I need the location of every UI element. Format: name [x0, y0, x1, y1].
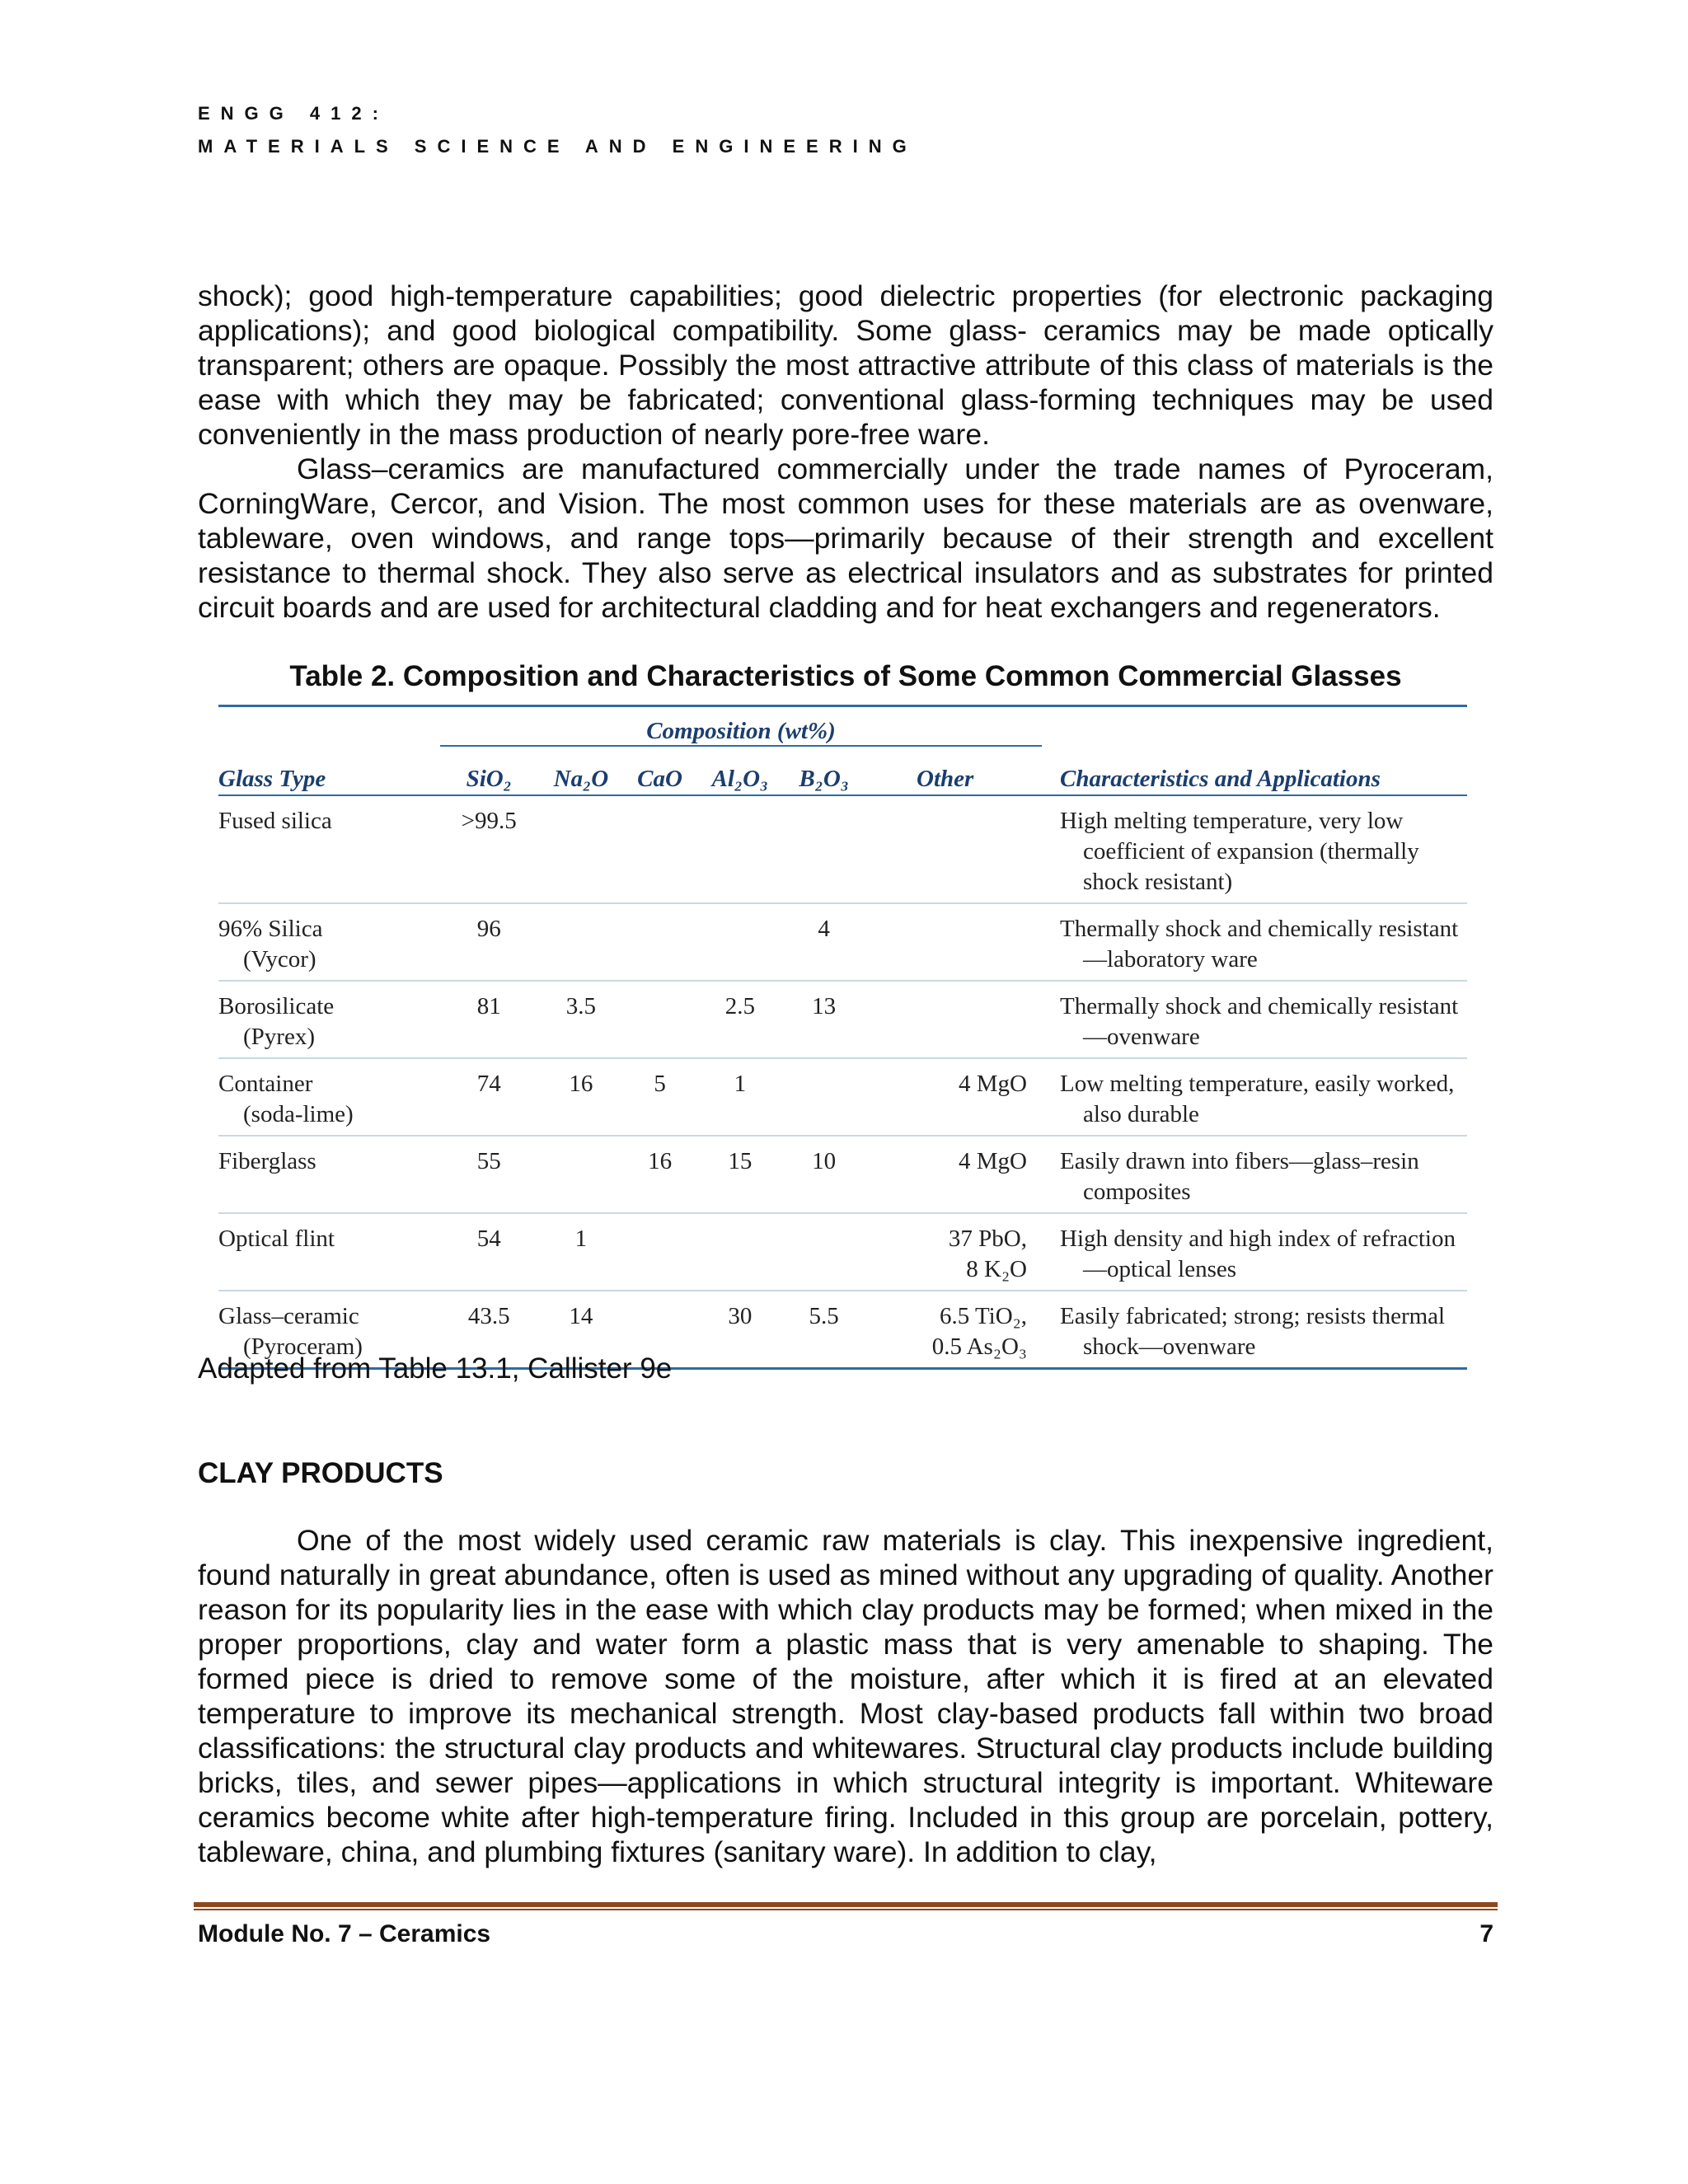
al2o3-cell: [696, 903, 785, 981]
col-header-na2o: Na₂O: [537, 746, 624, 795]
table-source-note: Adapted from Table 13.1, Callister 9e: [198, 1352, 673, 1385]
sio2-cell: 55: [440, 1136, 537, 1213]
glass-type-cell: [218, 1136, 440, 1213]
glass-type-alias: (soda-lime): [243, 1101, 354, 1127]
cao-cell: 16: [624, 1136, 695, 1213]
other-component: 6.5 TiO₂,: [939, 1303, 1027, 1329]
table-row: [218, 981, 1467, 1058]
na2o-cell: 1: [537, 1213, 624, 1291]
al2o3-cell: 2.5: [696, 981, 785, 1058]
table-row: [218, 903, 1467, 981]
na2o-cell: [537, 903, 624, 981]
al2o3-cell: [696, 1213, 785, 1291]
glass-type-alias: (Vycor): [243, 946, 316, 972]
col-header-cao: CaO: [624, 746, 695, 795]
cao-cell: [624, 1213, 695, 1291]
glass-type-name: Glass–ceramic: [218, 1303, 359, 1329]
intro-text: [198, 279, 1493, 625]
na2o-cell: [537, 1136, 624, 1213]
course-code: ENGG 412:: [198, 103, 389, 124]
other-component: 4 MgO: [959, 1071, 1027, 1097]
characteristics-cell: [1042, 1291, 1467, 1367]
characteristics-cell: [1042, 903, 1467, 981]
footer-page-number: 7: [1479, 1920, 1493, 1947]
section-heading-clay-products: CLAY PRODUCTS: [198, 1457, 443, 1489]
glass-type-cell: [218, 981, 440, 1058]
na2o-cell: 14: [537, 1291, 624, 1367]
other-cell: [863, 903, 1042, 981]
table-row: [218, 1136, 1467, 1213]
footer-module-title: Module No. 7 – Ceramics: [198, 1920, 491, 1947]
other-component: 37 PbO,: [948, 1226, 1027, 1252]
al2o3-cell: 1: [696, 1058, 785, 1136]
sio2-cell: >99.5: [461, 808, 517, 834]
other-cell: [863, 1291, 1042, 1367]
cao-cell: [624, 981, 695, 1058]
table-row: [218, 1213, 1467, 1291]
footer-divider: [194, 1902, 1498, 1910]
characteristics-cell: [1042, 795, 1467, 903]
other-cell: [863, 1136, 1042, 1213]
other-cell: [863, 1058, 1042, 1136]
glass-type-alias: (Pyroceram): [243, 1333, 363, 1360]
glass-type-name: Optical flint: [218, 1226, 335, 1252]
characteristics-text: Low melting temperature, easily worked, also durable: [1060, 1071, 1455, 1127]
sio2-cell: 81: [440, 981, 537, 1058]
sio2-cell: 43.5: [440, 1291, 537, 1367]
other-cell: [863, 795, 1042, 903]
characteristics-text: High density and high index of refraction—optical lenses: [1060, 1226, 1456, 1282]
characteristics-text: Easily drawn into fibers—glass–resin composites: [1060, 1148, 1419, 1205]
col-header-al2o3: Al₂O₃: [696, 746, 785, 795]
glass-type-alias: (Pyrex): [243, 1024, 315, 1050]
cao-cell: [624, 795, 695, 903]
glass-type-cell: [218, 795, 440, 903]
glass-type-cell: [218, 1213, 440, 1291]
sio2-cell: 96: [440, 903, 537, 981]
na2o-cell: [537, 795, 624, 903]
table-row: [218, 1058, 1467, 1136]
b2o3-cell: 5.5: [785, 1291, 863, 1367]
other-component: 4 MgO: [959, 1148, 1027, 1174]
characteristics-text: Easily fabricated; strong; resists thermal shock—ovenware: [1060, 1303, 1446, 1360]
glass-type-name: Fused silica: [218, 808, 332, 834]
clay-paragraph: One of the most widely used ceramic raw materials is clay. This inexpensive ingredient, found naturally in great abundance, often is used as mined without any upgrading of quality. Another reason for its popularity lies in the ease with which clay products may be formed; when mixed in the proper proportions, clay and water form a plastic mass that is very amenable to shaping. The formed piece is dried to remove some of the moisture, after which it is fired at an elevated temperature to improve its mechanical strength. Most clay-based products fall within two broad classifications: the structural clay products and whitewares. Structural clay products include building bricks, tiles, and sewer pipes—applications in which structural integrity is important. Whiteware ceramics become white after high-temperature firing. Included in this group are porcelain, pottery, tableware, china, and plumbing fixtures (sanitary ware). In addition to clay,: [198, 1524, 1493, 1868]
characteristics-cell: [1042, 981, 1467, 1058]
glass-composition-table: [218, 705, 1467, 1370]
col-header-sio2: SiO₂: [440, 746, 537, 795]
b2o3-cell: [785, 795, 863, 903]
glass-type-cell: [218, 903, 440, 981]
cao-cell: [624, 903, 695, 981]
characteristics-text: High melting temperature, very low coefficient of expansion (thermally shock resistant): [1060, 808, 1419, 895]
glass-type-cell: [218, 1058, 440, 1136]
course-header: [198, 97, 917, 163]
glass-type-name: Container: [218, 1071, 313, 1097]
sio2-cell: 74: [440, 1058, 537, 1136]
intro-paragraph-1: shock); good high-temperature capabilities; good dielectric properties (for electronic packaging applications); and good biological compatibility. Some glass- ceramics may be made optically transparent; others are opaque. Possibly the most attractive attribute of this class of materials is the ease with which they may be fabricated; conventional glass-forming techniques may be used conveniently in the mass production of nearly pore-free ware.: [198, 279, 1493, 451]
al2o3-cell: 30: [696, 1291, 785, 1367]
composition-group-header: Composition (wt%): [440, 707, 1042, 746]
col-header-glass-type: Glass Type: [218, 746, 440, 795]
other-component: 8 K₂O: [966, 1256, 1027, 1282]
col-header-other: Other: [863, 746, 1042, 795]
na2o-cell: 3.5: [537, 981, 624, 1058]
b2o3-cell: [785, 1213, 863, 1291]
characteristics-text: Thermally shock and chemically resistant—laboratory ware: [1060, 916, 1459, 972]
glass-type-name: Fiberglass: [218, 1148, 316, 1174]
glass-type-name: Borosilicate: [218, 993, 335, 1019]
col-header-b2o3: B₂O₃: [785, 746, 863, 795]
b2o3-cell: 10: [785, 1136, 863, 1213]
other-cell: [863, 981, 1042, 1058]
b2o3-cell: 4: [785, 903, 863, 981]
al2o3-cell: 15: [696, 1136, 785, 1213]
al2o3-cell: [696, 795, 785, 903]
characteristics-text: Thermally shock and chemically resistant—ovenware: [1060, 993, 1459, 1050]
cao-cell: 5: [624, 1058, 695, 1136]
sio2-cell: 54: [440, 1213, 537, 1291]
characteristics-cell: [1042, 1213, 1467, 1291]
table-row: [218, 795, 1467, 903]
intro-paragraph-2: Glass–ceramics are manufactured commercially under the trade names of Pyroceram, CorningWare, Cercor, and Vision. The most common uses for these materials are as ovenware, tableware, oven windows, and range tops—primarily because of their strength and excellent resistance to thermal shock. They also serve as electrical insulators and as substrates for printed circuit boards and are used for architectural cladding and for heat exchangers and regenerators.: [198, 452, 1493, 624]
other-component: 0.5 As₂O₃: [931, 1333, 1027, 1360]
glass-type-name: 96% Silica: [218, 916, 323, 942]
table-caption: Table 2. Composition and Characteristics of Some Common Commercial Glasses: [289, 660, 1402, 692]
course-title: MATERIALS SCIENCE AND ENGINEERING: [198, 136, 917, 157]
col-header-characteristics: Characteristics and Applications: [1042, 746, 1467, 795]
characteristics-cell: [1042, 1136, 1467, 1213]
b2o3-cell: 13: [785, 981, 863, 1058]
clay-text: [198, 1523, 1493, 1869]
b2o3-cell: [785, 1058, 863, 1136]
other-cell: [863, 1213, 1042, 1291]
na2o-cell: 16: [537, 1058, 624, 1136]
characteristics-cell: [1042, 1058, 1467, 1136]
